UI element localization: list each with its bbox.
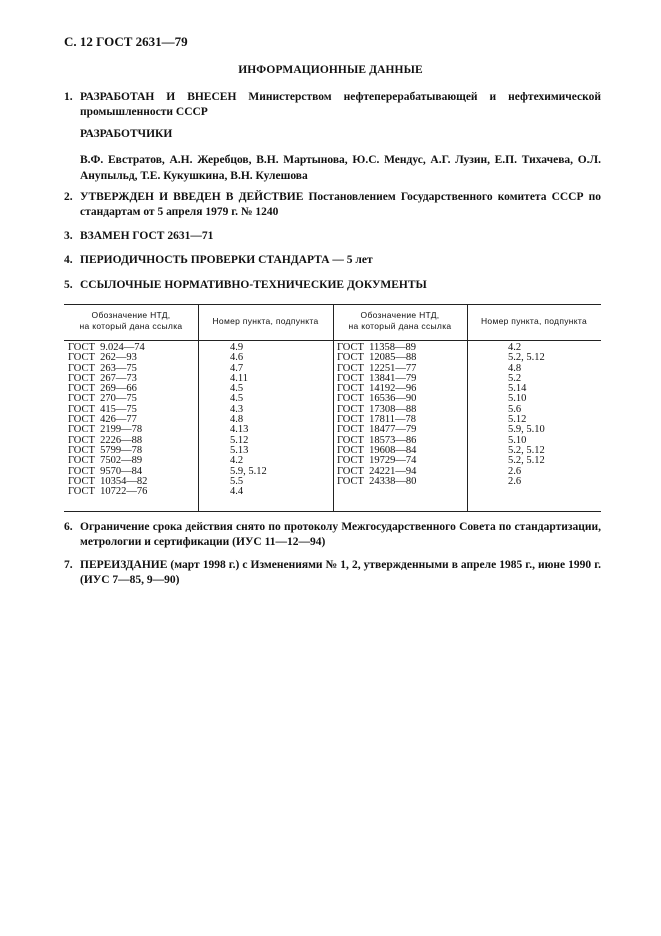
item-lead: ПЕРЕИЗДАНИЕ [80, 559, 168, 571]
table-cell-document: ГОСТ 2226—88 [68, 434, 143, 446]
table-cell-point: 5.6 [508, 403, 522, 415]
table-cell-point: 4.8 [508, 362, 522, 374]
table-cell-point: 5.2 [508, 372, 522, 384]
item-text: Министерством нефтеперерабатывающей и нефтехимической промышленности СССР [80, 91, 601, 118]
table-cell-document: ГОСТ 10354—82 [68, 475, 148, 487]
item-number: 7. [64, 559, 73, 571]
table-cell-point: 2.6 [508, 465, 522, 477]
table-cell-document: ГОСТ 18477—79 [337, 424, 417, 436]
header-doc-right: Обозначение НТД, на который дана ссылка [348, 310, 452, 331]
table-cell-document: ГОСТ 24338—80 [337, 475, 417, 487]
table-cell-document: ГОСТ 269—66 [68, 383, 137, 395]
table-cell-point: 4.11 [230, 372, 248, 384]
table-cell-document: ГОСТ 11358—89 [337, 342, 417, 353]
table-cell-point: 4.13 [230, 424, 249, 436]
column-doc-right [337, 343, 416, 487]
item-lead: ПЕРИОДИЧНОСТЬ ПРОВЕРКИ СТАНДАРТА — 5 лет [80, 254, 373, 266]
table-cell-point: 4.8 [230, 414, 244, 426]
table-cell-point: 4.7 [230, 362, 244, 374]
item-text: Постановлением Государственного комитета СССР по стандартам от 5 апреля 1979 г. № 1240 [80, 191, 601, 218]
header-point-right: Номер пункта, подпункта [480, 316, 588, 326]
item-7 [64, 558, 601, 588]
table-cell-document: ГОСТ 13841—79 [337, 372, 417, 384]
table-cell-point: 5.10 [508, 393, 527, 405]
table-cell-point: 4.9 [230, 342, 244, 353]
developers-list: В.Ф. Евстратов, А.Н. Жеребцов, В.Н. Мартынова, Ю.С. Мендус, А.Г. Лузин, Е.П. Тихачева, О.Л. Анупыльд, Т.Е. Кукушкина, В.Н. Кулешова [80, 154, 601, 182]
item-number: 3. [64, 230, 73, 242]
table-cell-point: 4.5 [230, 383, 244, 395]
column-doc-left [68, 343, 147, 497]
table-cell-document: ГОСТ 19729—74 [337, 455, 417, 467]
item-number: 1. [64, 91, 73, 103]
item-lead: Ограничение срока действия снято по протоколу Межгосударственного Совета по стандартизации, метрологии и сертификации (ИУС 11—12—94) [80, 521, 601, 548]
table-cell-document: ГОСТ 2199—78 [68, 424, 143, 436]
item-5 [64, 278, 601, 293]
column-divider [333, 304, 334, 511]
item-number: 6. [64, 521, 73, 533]
table-cell-point: 5.5 [230, 475, 244, 487]
table-cell-document: ГОСТ 14192—96 [337, 383, 417, 395]
item-2 [64, 190, 601, 220]
item-number: 4. [64, 254, 73, 266]
table-cell-point: 2.6 [508, 475, 522, 487]
column-point-right [508, 343, 545, 487]
item-lead: ВЗАМЕН ГОСТ 2631—71 [80, 230, 214, 242]
table-cell-document: ГОСТ 262—93 [68, 352, 137, 364]
table-cell-document: ГОСТ 10722—76 [68, 486, 148, 498]
table-cell-point: 4.2 [230, 455, 244, 467]
section-title: ИНФОРМАЦИОННЫЕ ДАННЫЕ [238, 64, 423, 76]
header-doc-left: Обозначение НТД, на который дана ссылка [79, 310, 183, 331]
table-cell-point: 5.13 [230, 444, 249, 456]
table-cell-point: 4.5 [230, 393, 244, 405]
developers-label: РАЗРАБОТЧИКИ [80, 128, 173, 140]
item-number: 5. [64, 279, 73, 291]
table-cell-document: ГОСТ 12251—77 [337, 362, 417, 374]
item-text: (март 1998 г.) с Изменениями № 1, 2, утвержденными в апреле 1985 г., июне 1990 г. (ИУС 7—85, 9—90) [80, 559, 601, 586]
table-cell-document: ГОСТ 17811—78 [337, 414, 417, 426]
header-point-left: Номер пункта, подпункта [212, 316, 319, 326]
table-cell-document: ГОСТ 12085—88 [337, 352, 417, 364]
table-bottom-rule [64, 511, 601, 512]
item-1 [64, 90, 601, 120]
table-cell-document: ГОСТ 263—75 [68, 362, 137, 374]
table-cell-document: ГОСТ 19608—84 [337, 444, 417, 456]
table-cell-document: ГОСТ 9.024—74 [68, 342, 145, 353]
table-cell-point: 4.4 [230, 486, 244, 498]
table-cell-point: 4.6 [230, 352, 244, 364]
table-cell-point: 4.3 [230, 403, 244, 415]
table-cell-document: ГОСТ 7502—89 [68, 455, 143, 467]
item-lead: РАЗРАБОТАН И ВНЕСЕН [80, 91, 237, 103]
table-cell-point: 5.2, 5.12 [508, 352, 545, 364]
table-cell-point: 5.2, 5.12 [508, 444, 545, 456]
table-cell-document: ГОСТ 5799—78 [68, 444, 143, 456]
item-3 [64, 229, 601, 244]
column-divider [198, 304, 199, 511]
table-cell-document: ГОСТ 270—75 [68, 393, 137, 405]
column-divider [467, 304, 468, 511]
table-cell-document: ГОСТ 24221—94 [337, 465, 417, 477]
table-cell-document: ГОСТ 415—75 [68, 403, 137, 415]
table-cell-point: 5.2, 5.12 [508, 455, 545, 467]
table-cell-document: ГОСТ 9570—84 [68, 465, 143, 477]
item-6 [64, 520, 601, 550]
table-cell-point: 5.9, 5.12 [230, 465, 267, 477]
table-cell-document: ГОСТ 426—77 [68, 414, 137, 426]
item-lead: УТВЕРЖДЕН И ВВЕДЕН В ДЕЙСТВИЕ [80, 191, 304, 203]
table-cell-point: 5.9, 5.10 [508, 424, 545, 436]
table-cell-point: 4.2 [508, 342, 522, 353]
table-cell-point: 5.12 [508, 414, 527, 426]
table-cell-document: ГОСТ 267—73 [68, 372, 137, 384]
table-cell-document: ГОСТ 17308—88 [337, 403, 417, 415]
page-header: С. 12 ГОСТ 2631—79 [64, 34, 188, 49]
table-cell-document: ГОСТ 18573—86 [337, 434, 417, 446]
table-cell-point: 5.12 [230, 434, 249, 446]
column-point-left [230, 343, 267, 497]
item-lead: ССЫЛОЧНЫЕ НОРМАТИВНО-ТЕХНИЧЕСКИЕ ДОКУМЕНТЫ [80, 279, 427, 291]
item-number: 2. [64, 191, 73, 203]
table-cell-point: 5.10 [508, 434, 527, 446]
table-cell-document: ГОСТ 16536—90 [337, 393, 417, 405]
item-4 [64, 253, 601, 268]
table-cell-point: 5.14 [508, 383, 527, 395]
